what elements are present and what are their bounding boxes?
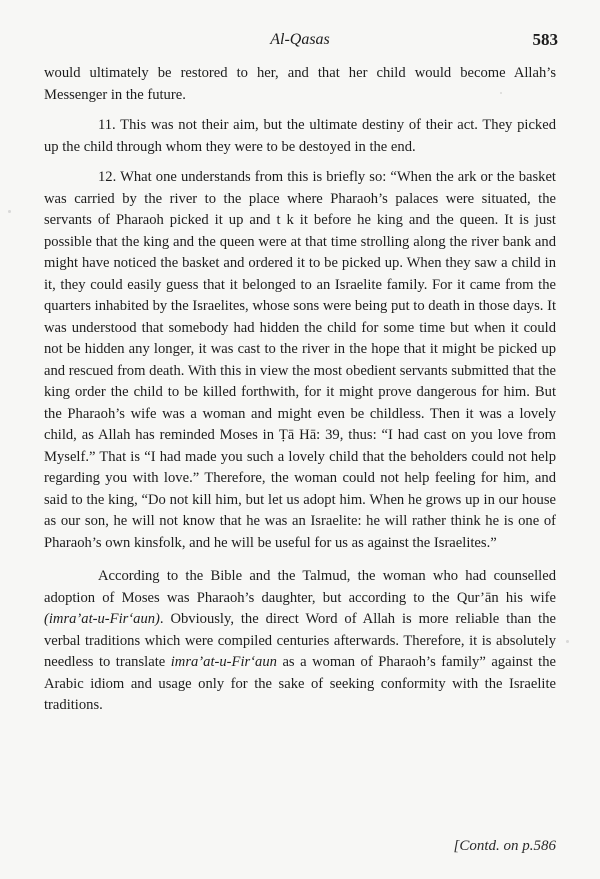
paragraph-text: . Obviously, the direct Word of Allah is more reliable than the verbal traditions which were compiled centuries afterwards. Therefore, it is absolutely needless to translate <box>44 611 556 670</box>
note-12-text: 12. What one understands from this is briefly so: “When the ark or the basket was carried by the river to the place where Pharaoh’s palaces were situated, the servants of Pharaoh picked it up and t k it before he king and the queen. It is just possible that the king and the queen were at that time strolling along the river bank and might have noticed the basket and ordered it to be picked up. When they saw a child in it, they could easily guess that it belonged to an Israelite family. For it came from the quarters inhabited by the Israelites, whose sons were being put to death in those days. It was understood that somebody had hidden the child for some time but when it could not be hidden any longer, it was cast to the river in the hope that it might be picked up and rescued from death. With this in view the most obedient servants submitted that the king order the child to be killed forthwith, for it might prove dangerous for him. But the Pharaoh’s wife was a woman and might even be childless. Then it was a lovely child, as Allah has reminded Moses in Ṭā Hā: 39, thus: “I had cast on you love from Myself.” That is “I had made you such a lovely child that the beholders could not help regarding you with love.” Therefore, the woman could not help feeling for him, and said to the king, “Do not kill him, but let us adopt him. When he grows up in our house as our son, he will not know that he was an Israelite: he will rather think he is one of Pharaoh’s own kinsfolk, and he will be useful for us as against the Israelites.” <box>44 169 556 551</box>
paragraph-text: According to the Bible and the Talmud, the woman who had counselled adoption of Moses was Pharaoh’s daughter, but according to the Qur’ān his wife <box>44 568 556 606</box>
page-number: 583 <box>532 30 558 49</box>
paragraph-text: as a woman of Pharaoh’s family” against the Arabic idiom and usage only for the sake of seeking conformity with the Israelite traditions. <box>44 654 557 713</box>
italic-term: (imra’at-u-Fir‘aun) <box>44 611 160 627</box>
bible-talmud-paragraph <box>44 566 556 717</box>
running-header-title: Al-Qasas <box>270 31 330 48</box>
continuation-note: [Contd. on p.586 <box>453 838 556 854</box>
note-12-paragraph <box>44 167 556 554</box>
note-11-paragraph: 11. This was not their aim, but the ultimate destiny of their act. They picked up the child through whom they were to be destoyed in the end. <box>44 117 556 155</box>
italic-term: imra’at-u-Fir‘aun <box>170 654 277 670</box>
scan-speck <box>8 210 11 213</box>
scan-speck <box>500 92 502 94</box>
body-text <box>44 63 556 717</box>
continuation-paragraph: would ultimately be restored to her, and that her child would become Allah’s Messenger in the future. <box>44 65 556 103</box>
scan-speck <box>566 640 569 643</box>
